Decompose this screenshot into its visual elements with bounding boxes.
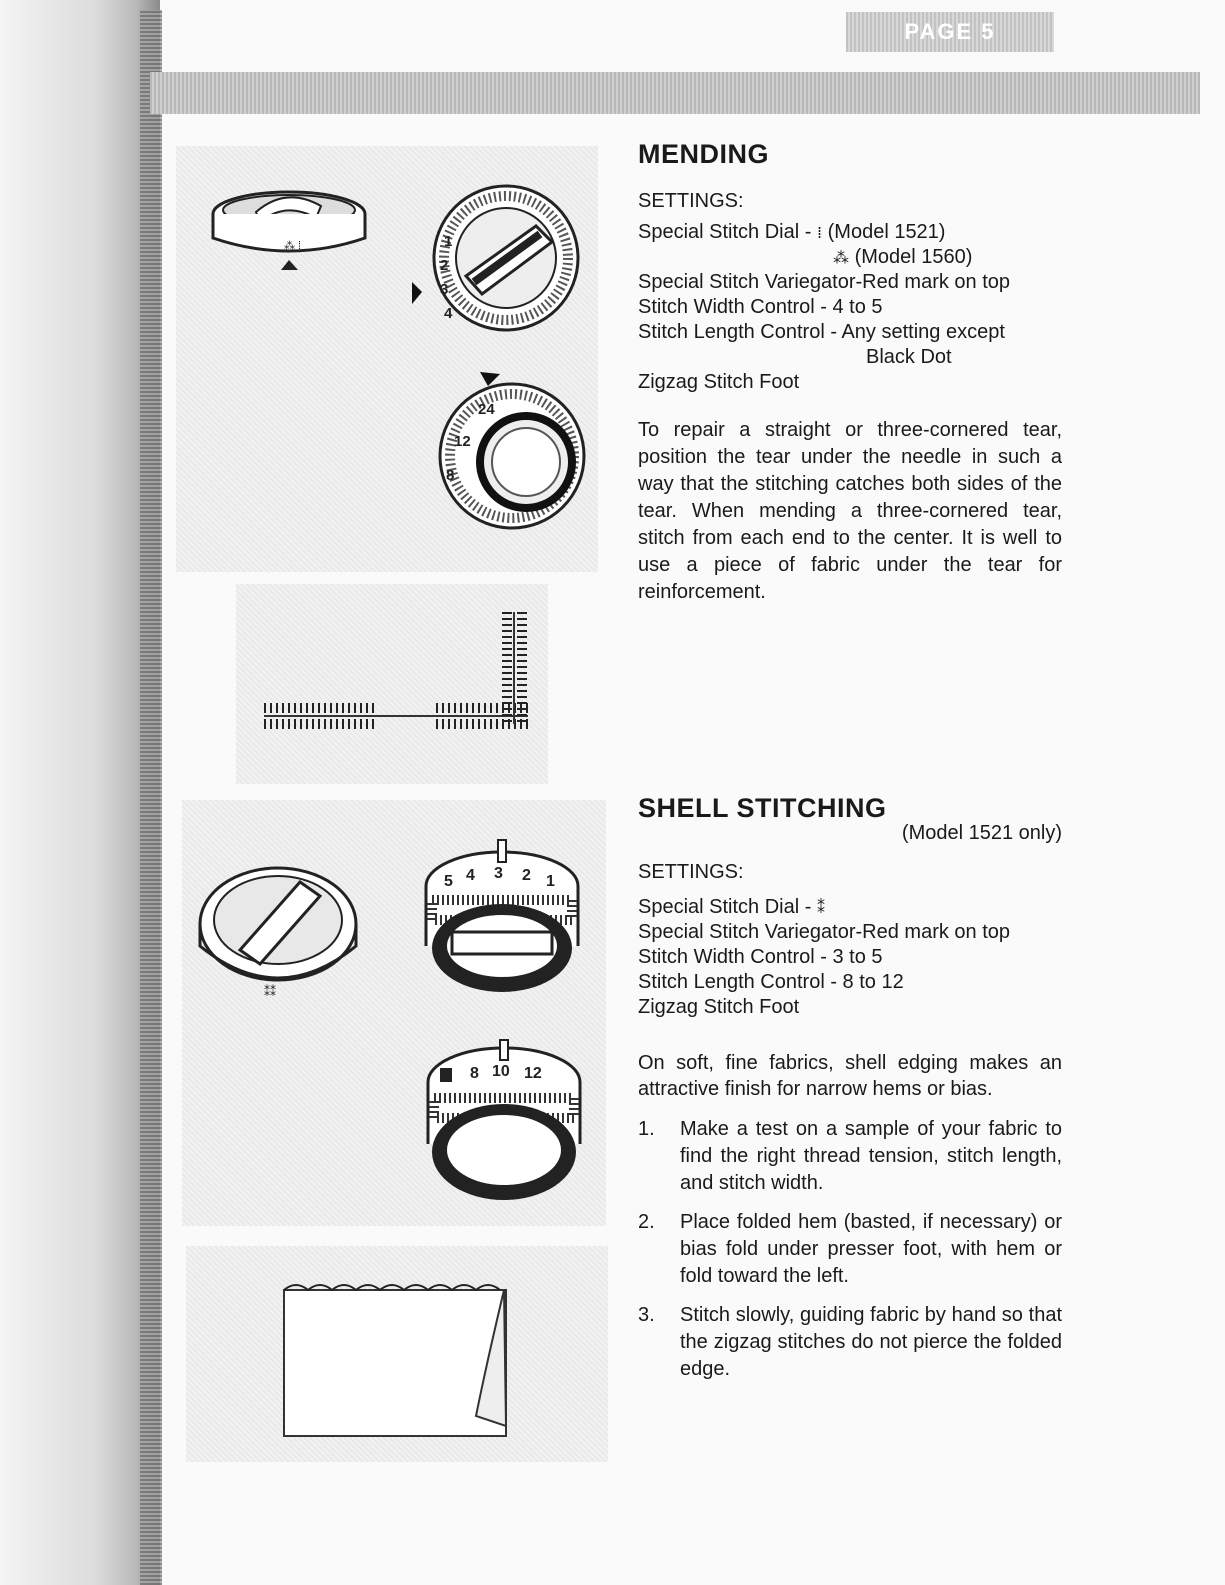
svg-text:⁑⁑: ⁑⁑ bbox=[264, 985, 276, 999]
width-digit: 4 bbox=[466, 867, 475, 884]
length-digit: 24 bbox=[478, 401, 495, 418]
binding-edge bbox=[140, 10, 162, 1585]
page-number-tab: PAGE 5 bbox=[846, 12, 1054, 52]
width-digit: 5 bbox=[444, 873, 453, 890]
special-stitch-dial-setting bbox=[638, 220, 1062, 245]
foot-setting: Zigzag Stitch Foot bbox=[638, 996, 800, 1018]
step-text: Stitch slowly, guiding fabric by hand so that the zigzag stitches do not pierce the folded edge. bbox=[680, 1304, 1062, 1380]
section-title: MENDING bbox=[638, 139, 769, 169]
stitch-pattern-icon: ⁞ bbox=[816, 223, 823, 242]
width-setting: Stitch Width Control - 4 to 5 bbox=[638, 296, 883, 318]
model-note: (Model 1560) bbox=[854, 246, 973, 268]
length-setting-cont: Black Dot bbox=[866, 346, 952, 368]
length-setting: Stitch Length Control - 8 to 12 bbox=[638, 971, 904, 993]
header-bar bbox=[150, 72, 1200, 114]
list-item bbox=[638, 1302, 1062, 1383]
width-setting: Stitch Width Control - 3 to 5 bbox=[638, 946, 883, 968]
step-number: 3. bbox=[638, 1304, 655, 1326]
width-digit: 1 bbox=[444, 233, 453, 250]
length-digit: 8 bbox=[470, 1065, 479, 1082]
stitch-length-control-dial bbox=[428, 1040, 580, 1200]
stitch-width-control-dial bbox=[426, 840, 578, 992]
list-item bbox=[638, 1116, 1062, 1197]
variegator-setting: Special Stitch Variegator-Red mark on top bbox=[638, 921, 1011, 943]
stitch-width-control-dial bbox=[412, 186, 578, 330]
mending-dials-figure bbox=[176, 146, 598, 572]
svg-text:⁂ ⁞: ⁂ ⁞ bbox=[284, 240, 302, 252]
settings-label: SETTINGS: bbox=[638, 190, 744, 212]
length-digit: 8 bbox=[446, 467, 455, 484]
model-note: (Model 1521 only) bbox=[901, 822, 1062, 844]
length-setting: Stitch Length Control - Any setting except bbox=[638, 321, 1005, 343]
settings-label: SETTINGS: bbox=[638, 861, 744, 883]
special-stitch-dial-knob bbox=[200, 868, 356, 999]
setting-name: Special Stitch Dial - bbox=[638, 896, 812, 918]
width-digit: 3 bbox=[494, 865, 503, 882]
width-digit: 4 bbox=[444, 305, 453, 322]
length-digit: 12 bbox=[454, 433, 471, 450]
width-digit: 2 bbox=[522, 867, 531, 884]
book-spine-shadow bbox=[0, 0, 160, 1585]
shell-hem-sample bbox=[186, 1246, 608, 1462]
width-digit: 2 bbox=[440, 257, 449, 274]
setting-name: Special Stitch Dial - bbox=[638, 221, 812, 243]
special-stitch-dial-setting bbox=[638, 895, 1062, 920]
length-digit: 10 bbox=[492, 1063, 510, 1080]
width-digit: 3 bbox=[440, 281, 449, 298]
mending-section bbox=[638, 139, 1062, 606]
special-stitch-dial-knob bbox=[213, 192, 365, 270]
model-1560-setting bbox=[638, 245, 1062, 270]
stitch-pattern-icon: ⁂ bbox=[833, 248, 849, 267]
mending-instructions: To repair a straight or three-cornered tear, position the tear under the needle in such a way that the stitching catches both sides of the tear. When mending a three-cornered tear, stitch from each end to the center. It is well to use a piece of fabric under the tear for reinforcement. bbox=[638, 419, 1062, 603]
step-text: Place folded hem (basted, if necessary) or bias fold under presser foot, with hem or fold toward the left. bbox=[680, 1211, 1062, 1287]
shell-intro: On soft, fine fabrics, shell edging makes an attractive finish for narrow hems or bias. bbox=[638, 1052, 1062, 1100]
length-digit: 12 bbox=[524, 1065, 542, 1082]
shell-steps bbox=[638, 1116, 1062, 1383]
foot-setting: Zigzag Stitch Foot bbox=[638, 371, 800, 393]
step-number: 2. bbox=[638, 1211, 655, 1233]
model-note: (Model 1521) bbox=[827, 221, 946, 243]
section-title: SHELL STITCHING bbox=[638, 793, 887, 823]
list-item bbox=[638, 1209, 1062, 1290]
variegator-setting: Special Stitch Variegator-Red mark on top bbox=[638, 271, 1011, 293]
step-number: 1. bbox=[638, 1118, 655, 1140]
mended-tear-sample bbox=[236, 584, 548, 784]
shell-stitch-dials-figure bbox=[182, 800, 606, 1226]
step-text: Make a test on a sample of your fabric to find the right thread tension, stitch length, and stitch width. bbox=[680, 1118, 1062, 1194]
shell-stitch-icon: ⁑ bbox=[816, 898, 825, 917]
width-digit: 1 bbox=[546, 873, 555, 890]
stitch-length-control-dial bbox=[440, 372, 584, 528]
shell-stitching-section bbox=[638, 793, 1062, 1395]
